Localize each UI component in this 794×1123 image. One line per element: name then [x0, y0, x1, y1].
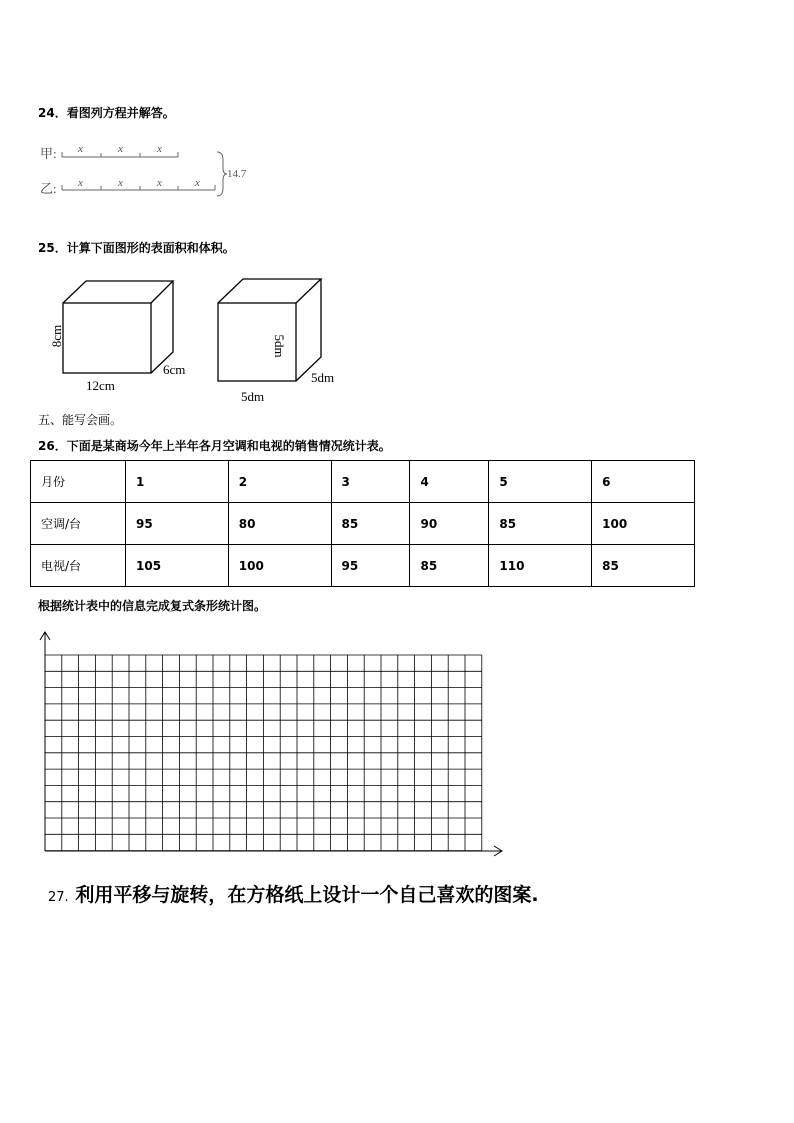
q27-text: 利用平移与旋转，在方格纸上设计一个自己喜欢的图案. [75, 884, 539, 906]
blank-grid [0, 620, 520, 865]
table-cell: 85 [410, 545, 489, 587]
table-cell: 100 [228, 545, 331, 587]
table-cell: 95 [126, 503, 229, 545]
section5-title: 五、能写会画。 [38, 413, 123, 427]
table-cell: 2 [228, 461, 331, 503]
table-cell: 80 [228, 503, 331, 545]
segment-x-3: x [157, 143, 162, 155]
cube-depth-label: 5dm [311, 370, 335, 385]
table-cell: 85 [489, 503, 592, 545]
table-cell: 85 [592, 545, 695, 587]
table-cell: 月份 [31, 461, 126, 503]
sales-table [30, 460, 695, 587]
cube-side [296, 279, 321, 381]
q27-line [48, 880, 539, 907]
cuboid-width-label: 6cm [163, 362, 186, 377]
cube-width-label: 5dm [241, 389, 265, 404]
segment-label-jia: 甲: [40, 146, 57, 161]
table-row [31, 503, 695, 545]
segment-x-7: x [195, 177, 200, 189]
table-cell: 90 [410, 503, 489, 545]
segment-label-yi: 乙: [40, 181, 57, 196]
table-cell: 85 [331, 503, 410, 545]
segment-x-1: x [78, 143, 83, 155]
segment-x-5: x [118, 177, 123, 189]
table-cell: 4 [410, 461, 489, 503]
segment-diagram [0, 130, 260, 200]
cuboid-top [63, 281, 173, 303]
cube-top [218, 279, 321, 303]
segment-x-4: x [78, 177, 83, 189]
segment-total: 14.7 [227, 168, 247, 180]
table-row-header [31, 461, 695, 503]
table-cell: 105 [126, 545, 229, 587]
cube-height-label: 5dm [272, 334, 287, 358]
q26-title: 26．下面是某商场今年上半年各月空调和电视的销售情况统计表。 [38, 439, 391, 453]
cuboid-height-label: 8cm [49, 324, 64, 348]
segment-x-2: x [118, 143, 123, 155]
table-cell: 3 [331, 461, 410, 503]
segment-x-6: x [157, 177, 162, 189]
cuboid-length-label: 12cm [86, 378, 115, 393]
q24-title: 24．看图列方程并解答。 [38, 106, 175, 120]
table-row [31, 545, 695, 587]
table-cell: 5 [489, 461, 592, 503]
q25-title: 25．计算下面图形的表面积和体积。 [38, 241, 235, 255]
table-cell: 1 [126, 461, 229, 503]
table-cell: 95 [331, 545, 410, 587]
table-cell: 6 [592, 461, 695, 503]
table-cell: 空调/台 [31, 503, 126, 545]
table-cell: 100 [592, 503, 695, 545]
q27-number: 27. [48, 890, 69, 905]
cuboid-side [151, 281, 173, 373]
table-cell: 电视/台 [31, 545, 126, 587]
q26-instruction: 根据统计表中的信息完成复式条形统计图。 [38, 599, 267, 613]
cuboid-front [63, 303, 151, 373]
table-cell: 110 [489, 545, 592, 587]
solid-figures [0, 270, 360, 410]
